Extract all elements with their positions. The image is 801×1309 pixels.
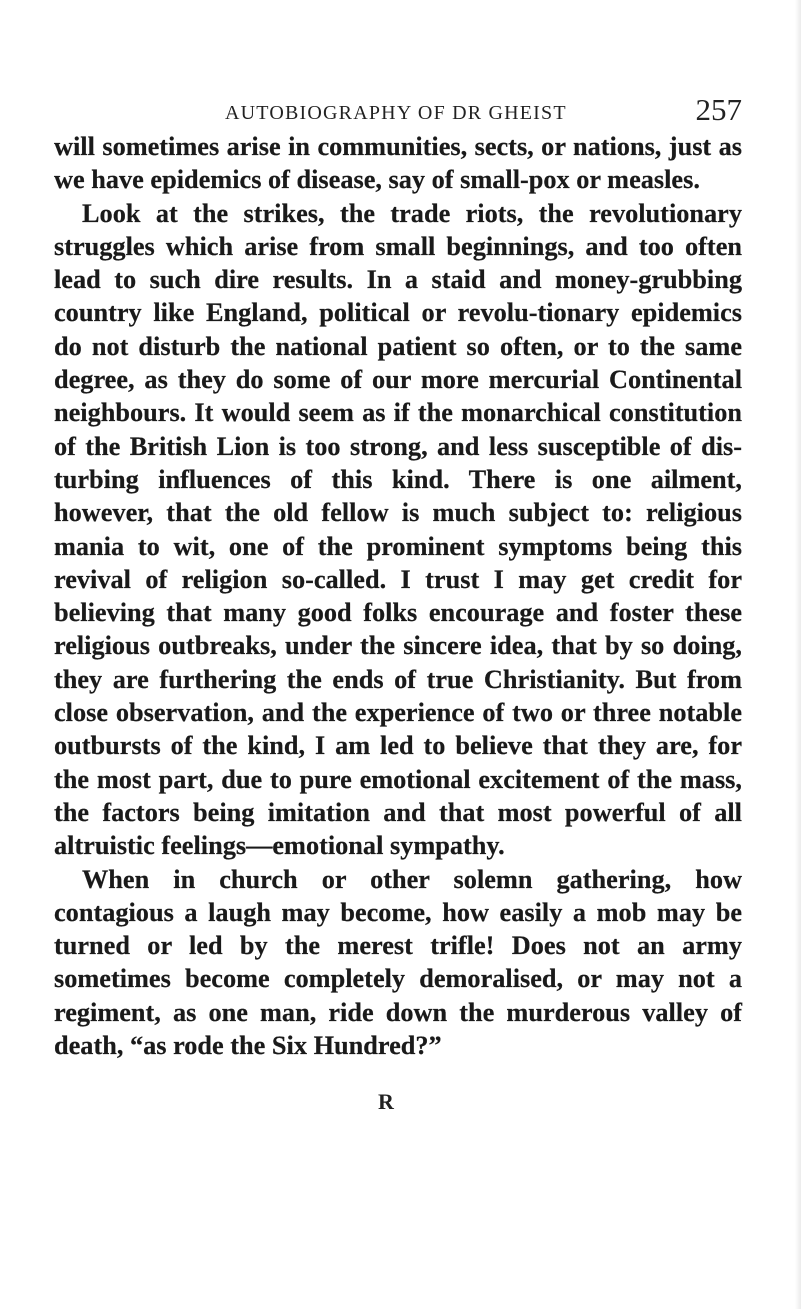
page-number: 257 bbox=[695, 92, 742, 127]
body-text bbox=[54, 130, 742, 1062]
signature-mark: R bbox=[378, 1089, 394, 1114]
paragraph: When in church or other solemn gathering, how contagious a laugh may become, how easily a mob may be turned or led by the merest trifle! Does not an army sometimes become completely demoralised, or may not a regiment, as one man, ride down the murderous valley of death, “as rode the Six Hundred?” bbox=[54, 864, 742, 1061]
paragraph: Look at the strikes, the trade riots, the revolutionary struggles which arise from small beginnings, and too often lead to such dire results. In a staid and money-grubbing country like England, political or revolu-tionary epidemics do not disturb the national patient so often, or to the same degree, as they do some of our more mercurial Continental neighbours. It would seem as if the monarchical constitution of the British Lion is too strong, and less susceptible of dis-turbing influences of this kind. There is one ailment, however, that the old fellow is much subject to: religious mania to wit, one of the prominent symptoms being this revival of religion so-called. I trust I may get credit for believing that many good folks encourage and foster these religious outbreaks, under the sincere idea, that by so doing, they are furthering the ends of true Christianity. But from close observation, and the experience of two or three notable outbursts of the kind, I am led to believe that they are, for the most part, due to pure emotional excitement of the mass, the factors being imitation and that most powerful of all altruistic feelings—emotional sympathy. bbox=[54, 198, 742, 861]
page-header bbox=[0, 92, 801, 128]
paragraph: will sometimes arise in communities, sects, or nations, just as we have epidemics of disease, say of small-pox or measles. bbox=[54, 132, 742, 195]
running-head: AUTOBIOGRAPHY OF DR GHEIST bbox=[225, 102, 567, 124]
page-edge-shadow bbox=[795, 0, 801, 1309]
